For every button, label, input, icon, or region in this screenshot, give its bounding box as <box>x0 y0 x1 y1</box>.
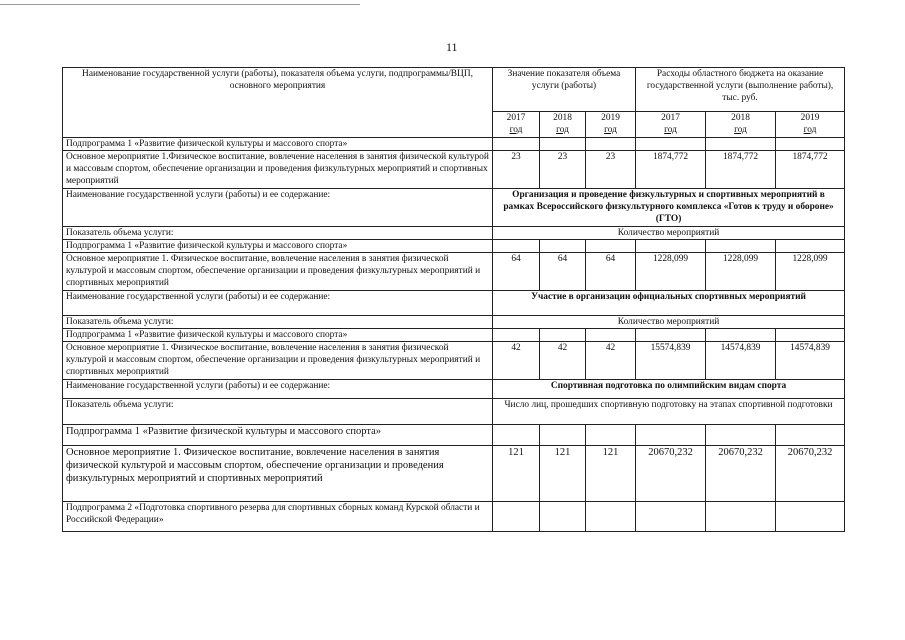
value-cell: 64 <box>586 253 636 291</box>
subprogram-cell: Подпрограмма 1 «Развитие физической культуры и массового спорта» <box>63 138 493 151</box>
value-cell: 64 <box>540 253 586 291</box>
service-name-value: Организация и проведение физкультурных и спортивных мероприятий в рамках Всероссийского физкультурного комплекса «Готов к труду и обороне» (ГТО) <box>493 189 845 227</box>
value-cell: 23 <box>586 151 636 189</box>
subprogram-cell: Подпрограмма 1 «Развитие физической культуры и массового спорта» <box>63 329 493 342</box>
service-name-label: Наименование государственной услуги (работы) и ее содержание: <box>63 380 493 399</box>
value-cell: 121 <box>493 446 540 502</box>
services-table <box>62 67 845 532</box>
indicator-value: Количество мероприятий <box>493 316 845 329</box>
service-name-label: Наименование государственной услуги (работы) и ее содержание: <box>63 189 493 227</box>
expense-cell: 1228,099 <box>636 253 706 291</box>
value-cell: 23 <box>493 151 540 189</box>
expense-cell: 14574,839 <box>776 342 845 380</box>
expense-cell: 1874,772 <box>636 151 706 189</box>
header-year-cell: 2017 год <box>636 112 706 138</box>
expense-cell: 15574,839 <box>636 342 706 380</box>
indicator-value: Количество мероприятий <box>493 227 845 240</box>
expense-cell: 20670,232 <box>776 446 845 502</box>
indicator-label: Показатель объема услуги: <box>63 227 493 240</box>
header-value-group: Значение показателя объема услуги (работы) <box>493 68 636 112</box>
page-number: 11 <box>446 40 458 54</box>
service-name-value: Участие в организации официальных спортивных мероприятий <box>493 291 845 316</box>
expense-cell: 1874,772 <box>706 151 776 189</box>
header-year-cell: 2017 год <box>493 112 540 138</box>
expense-cell: 1228,099 <box>776 253 845 291</box>
value-cell: 42 <box>540 342 586 380</box>
header-expense-group: Расходы областного бюджета на оказание государственной услуги (выполнение работы), тыс. руб. <box>636 68 845 112</box>
indicator-label: Показатель объема услуги: <box>63 399 493 425</box>
activity-cell: Основное мероприятие 1. Физическое воспитание, вовлечение населения в занятия физической культурой и массовым спортом, обеспечение организации и проведения физкультурных мероприятий и спортивных мероприятий <box>63 446 493 502</box>
service-name-value: Спортивная подготовка по олимпийским видам спорта <box>493 380 845 399</box>
value-cell: 121 <box>540 446 586 502</box>
header-name-cell: Наименование государственной услуги (работы), показателя объема услуги, подпрограммы/ВЦП, основного мероприятия <box>63 68 493 138</box>
expense-cell: 20670,232 <box>706 446 776 502</box>
expense-cell: 14574,839 <box>706 342 776 380</box>
header-year-cell: 2018 год <box>706 112 776 138</box>
header-year-cell: 2019 год <box>586 112 636 138</box>
activity-cell: Основное мероприятие 1. Физическое воспитание, вовлечение населения в занятия физической культурой и массовым спортом, обеспечение организации и проведения физкультурных мероприятий и спортивных мероприятий <box>63 253 493 291</box>
header-year-cell: 2019 год <box>776 112 845 138</box>
value-cell: 42 <box>493 342 540 380</box>
subprogram-cell: Подпрограмма 1 «Развитие физической культуры и массового спорта» <box>63 240 493 253</box>
service-name-label: Наименование государственной услуги (работы) и ее содержание: <box>63 291 493 316</box>
value-cell: 42 <box>586 342 636 380</box>
header-year-cell: 2018 год <box>540 112 586 138</box>
value-cell: 121 <box>586 446 636 502</box>
expense-cell: 1228,099 <box>706 253 776 291</box>
subprogram-cell: Подпрограмма 1 «Развитие физической культуры и массового спорта» <box>63 425 493 446</box>
top-rule <box>0 4 360 5</box>
indicator-value: Число лиц, прошедших спортивную подготовку на этапах спортивной подготовки <box>493 399 845 425</box>
value-cell: 23 <box>540 151 586 189</box>
activity-cell: Основное мероприятие 1. Физическое воспитание, вовлечение населения в занятия физической культурой и массовым спортом, обеспечение организации и проведения физкультурных мероприятий и спортивных мероприятий <box>63 342 493 380</box>
activity-cell: Основное мероприятие 1.Физическое воспитание, вовлечение населения в занятия физической культурой и массовым спортом, обеспечение организации и проведения физкультурных мероприятий и спортивных мероприятий <box>63 151 493 189</box>
expense-cell: 20670,232 <box>636 446 706 502</box>
value-cell: 64 <box>493 253 540 291</box>
expense-cell: 1874,772 <box>776 151 845 189</box>
indicator-label: Показатель объема услуги: <box>63 316 493 329</box>
subprogram-cell: Подпрограмма 2 «Подготовка спортивного резерва для спортивных сборных команд Курской области и Российской Федерации» <box>63 502 493 532</box>
